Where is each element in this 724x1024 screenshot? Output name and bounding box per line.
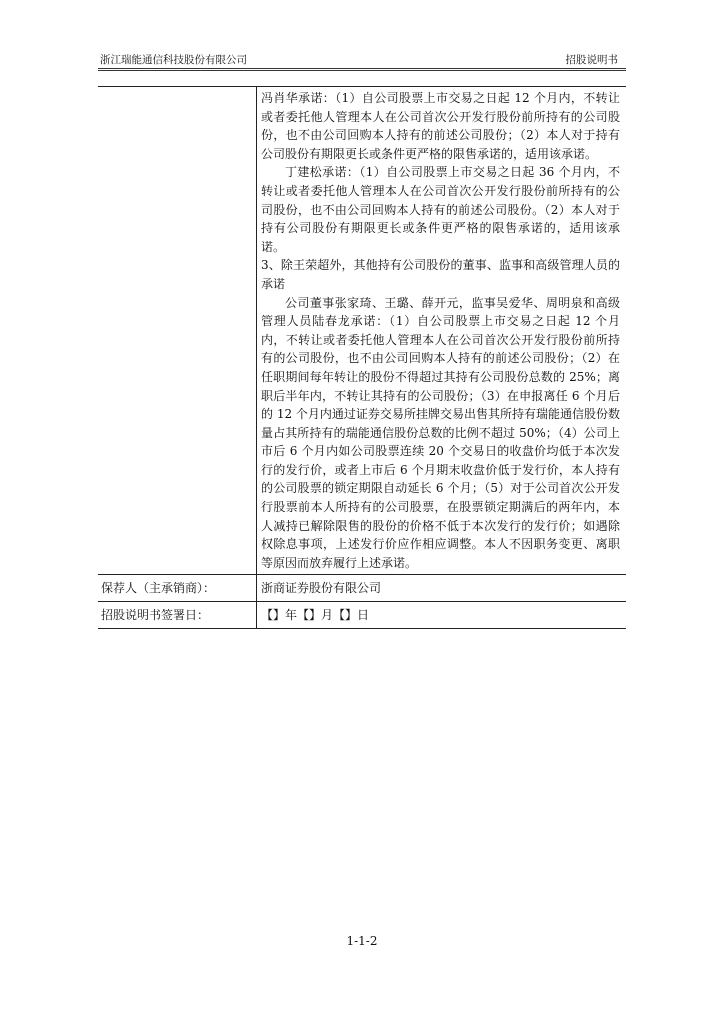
commitments-content-cell <box>256 87 626 574</box>
info-table <box>98 86 626 629</box>
header-divider <box>98 70 626 71</box>
feng-commitment-text: 冯肖华承诺：（1）自公司股票上市交易之日起 12 个月内，不转让或者委托他人管理本人在公司首次公开发行股份前所持有的公司股份，也不由公司回购本人持有的前述公司股份；（2）本人对于持有公司股份有期限更长或条件更严格的限售承诺的，适用该承诺。 <box>261 91 620 161</box>
page-header <box>98 50 626 69</box>
page-number: 1-1-2 <box>346 934 378 948</box>
sign-date-value: 【】年【】月【】日 <box>256 602 626 628</box>
commitments-label-cell <box>98 87 256 574</box>
sponsor-label: 保荐人（主承销商）： <box>101 581 216 596</box>
section3-body: 公司董事张家琦、王璐、薛开元，监事吴爱华、周明泉和高级管理人员陆春龙承诺：（1）自公司股票上市交易之日起 12 个月内，不转让或者委托他人管理本人在公司首次公开发行股份前所持有的公司股份，也不由公司回购本人持有的前述公司股份；（2）在任职期间每年转让的股份不得超过其持有公司股份总数的 25%；离职后半年内，不转让其持有的公司股份；（3）在申报离任 6 个月后的 12 个月内通过证券交易所挂牌交易出售其所持有瑞能通信股份数量占其所持有的瑞能通信股份总数的比例不超过 50%；（4）公司上市后 6 个月内如公司股票连续 20 个交易日的收盘价均低于本次发行的发行价，或者上市后 6 个月期末收盘价低于发行价，本人持有的公司股票的锁定期限自动延长 6 个月；（5）对于公司首次公开发行股票前本人所持有的公司股票，在股票锁定期满后的两年内，本人减持已解除限售的股份的价格不低于本次发行的发行价；如遇除权除息事项，上述发行价应作相应调整。本人不因职务变更、离职等原因而放弃履行上述承诺。 <box>261 295 620 570</box>
sign-date-row <box>98 602 626 629</box>
ding-commitment-text: 丁建松承诺：（1）自公司股票上市交易之日起 36 个月内，不转让或者委托他人管理本人在公司首次公开发行股份前所持有的公司股份，也不由公司回购本人持有的前述公司股份。（2）本人对于持有公司股份有期限更长或条件更严格的限售承诺的，适用该承诺。 <box>261 165 620 254</box>
sponsor-row <box>98 575 626 602</box>
section3-title: 3、除王荣超外，其他持有公司股份的董事、监事和高级管理人员的承诺 <box>261 258 620 291</box>
commitments-row <box>98 86 626 575</box>
header-company-name: 浙江瑞能通信科技股份有限公司 <box>100 54 247 66</box>
header-document-title: 招股说明书 <box>565 54 618 66</box>
sponsor-value: 浙商证券股份有限公司 <box>256 575 626 601</box>
sign-date-label: 招股说明书签署日： <box>101 608 210 623</box>
